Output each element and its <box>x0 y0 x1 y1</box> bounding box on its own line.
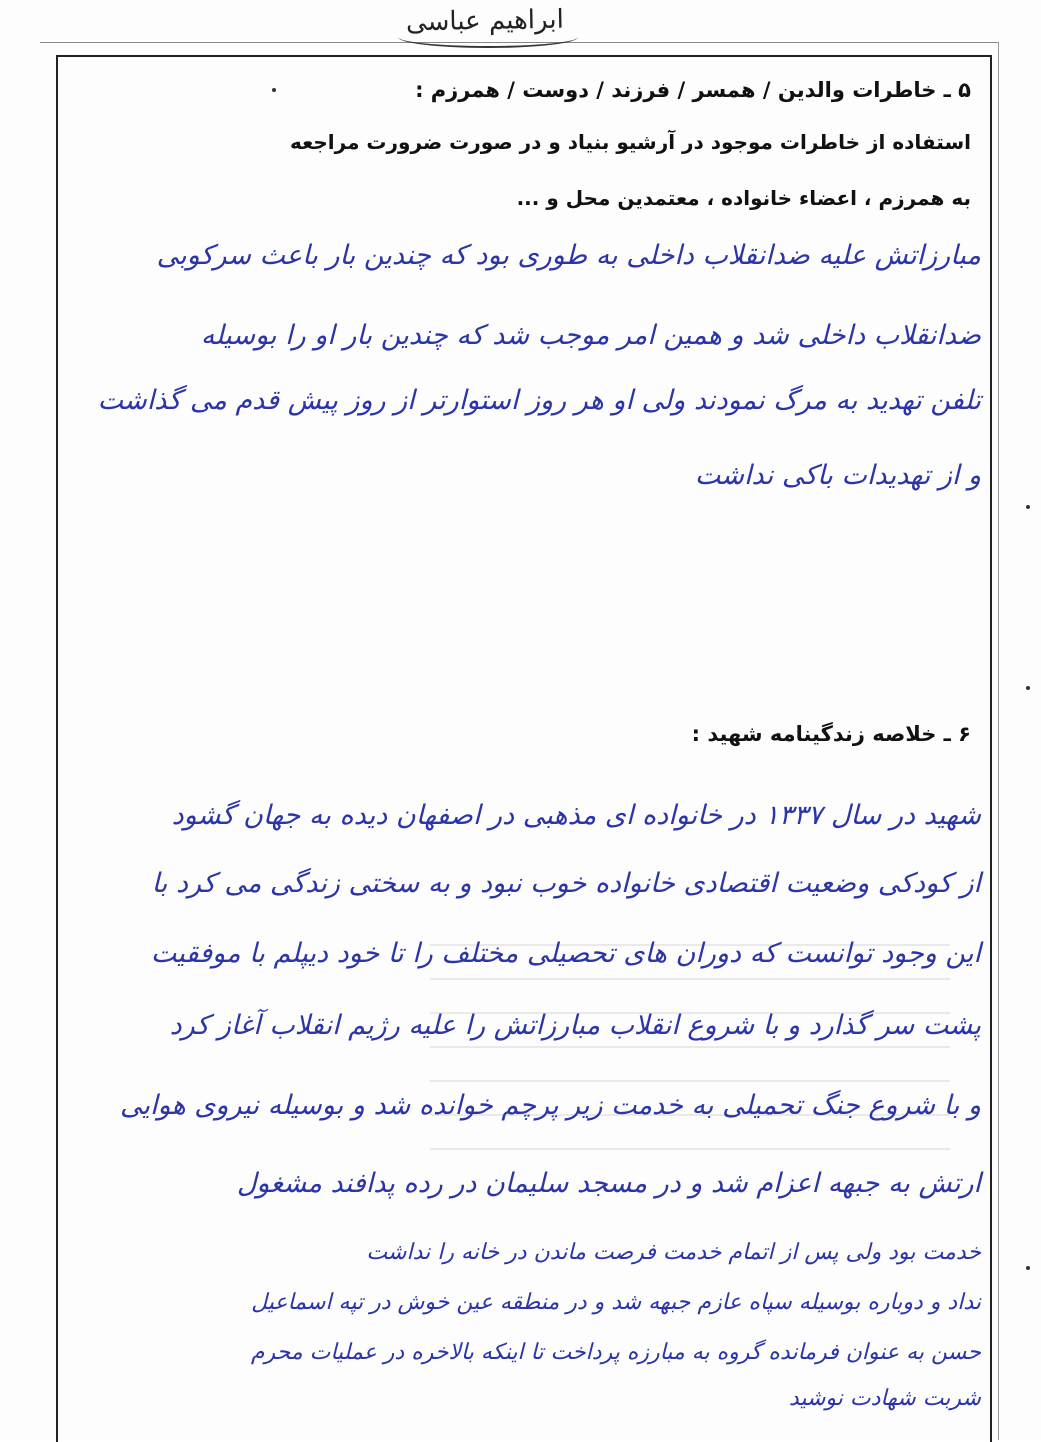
ink-dot <box>272 88 276 92</box>
ink-dot <box>1026 686 1030 690</box>
section-6-title: ۶ ـ خلاصه زندگینامه شهید : <box>691 722 971 746</box>
section-6-handwritten-line: و با شروع جنگ تحمیلی به خدمت زیر پرچم خوانده شد و بوسیله نیروی هوایی <box>120 1090 981 1121</box>
ink-dot <box>1026 1266 1030 1270</box>
section-6-handwritten-line: پشت سر گذارد و با شروع انقلاب مبارزاتش را علیه رژیم انقلاب آغاز کرد <box>169 1010 981 1041</box>
section-6-handwritten-line: شهید در سال ۱۳۳۷ در خانواده ای مذهبی در اصفهان دیده به جهان گشود <box>171 800 981 831</box>
section-5-handwritten-line: مبارزاتش علیه ضدانقلاب داخلی به طوری بود که چندین بار باعث سرکوبی <box>156 240 981 271</box>
section-5-handwritten-line: ضدانقلاب داخلی شد و همین امر موجب شد که چندین بار او را بوسیله <box>200 320 981 351</box>
section-6-handwritten-line: ارتش به جبهه اعزام شد و در مسجد سلیمان در رده پدافند مشغول <box>236 1168 981 1199</box>
section-6-handwritten-line: خدمت بود ولی پس از اتمام خدمت فرصت ماندن در خانه را نداشت <box>366 1240 981 1265</box>
header-underline <box>398 26 578 48</box>
header-name: ابراهیم عباسی <box>405 4 565 38</box>
section-6-handwritten-line: حسن به عنوان فرمانده گروه به مبارزه پرداخت تا اینکه بالاخره در عملیات محرم <box>250 1340 981 1365</box>
ink-dot <box>1026 505 1030 509</box>
section-5-handwritten-line: و از تهدیدات باکی نداشت <box>694 460 981 491</box>
section-6-handwritten-line: شربت شهادت نوشید <box>788 1386 981 1411</box>
section-5-handwritten-line: تلفن تهدید به مرگ نمودند ولی او هر روز استوارتر از روز پیش قدم می گذاشت <box>97 385 981 416</box>
section-6-handwritten-line: از کودکی وضعیت اقتصادی خانواده خوب نبود و به سختی زندگی می کرد با <box>151 868 981 899</box>
right-border-line <box>998 42 999 1440</box>
section-5-instruction-line-2: به همرزم ، اعضاء خانواده ، معتمدین محل و ... <box>516 186 971 210</box>
section-6-handwritten-line: این وجود توانست که دوران های تحصیلی مختلف را تا خود دیپلم با موفقیت <box>150 938 981 969</box>
section-6-handwritten-line: نداد و دوباره بوسیله سپاه عازم جبهه شد و در منطقه عین خوش در تپه اسماعیل <box>251 1290 981 1315</box>
section-5-instruction-line-1: استفاده از خاطرات موجود در آرشیو بنیاد و در صورت ضرورت مراجعه <box>289 130 971 154</box>
section-5-title: ۵ ـ خاطرات والدین / همسر / فرزند / دوست / همرزم : <box>415 78 971 102</box>
